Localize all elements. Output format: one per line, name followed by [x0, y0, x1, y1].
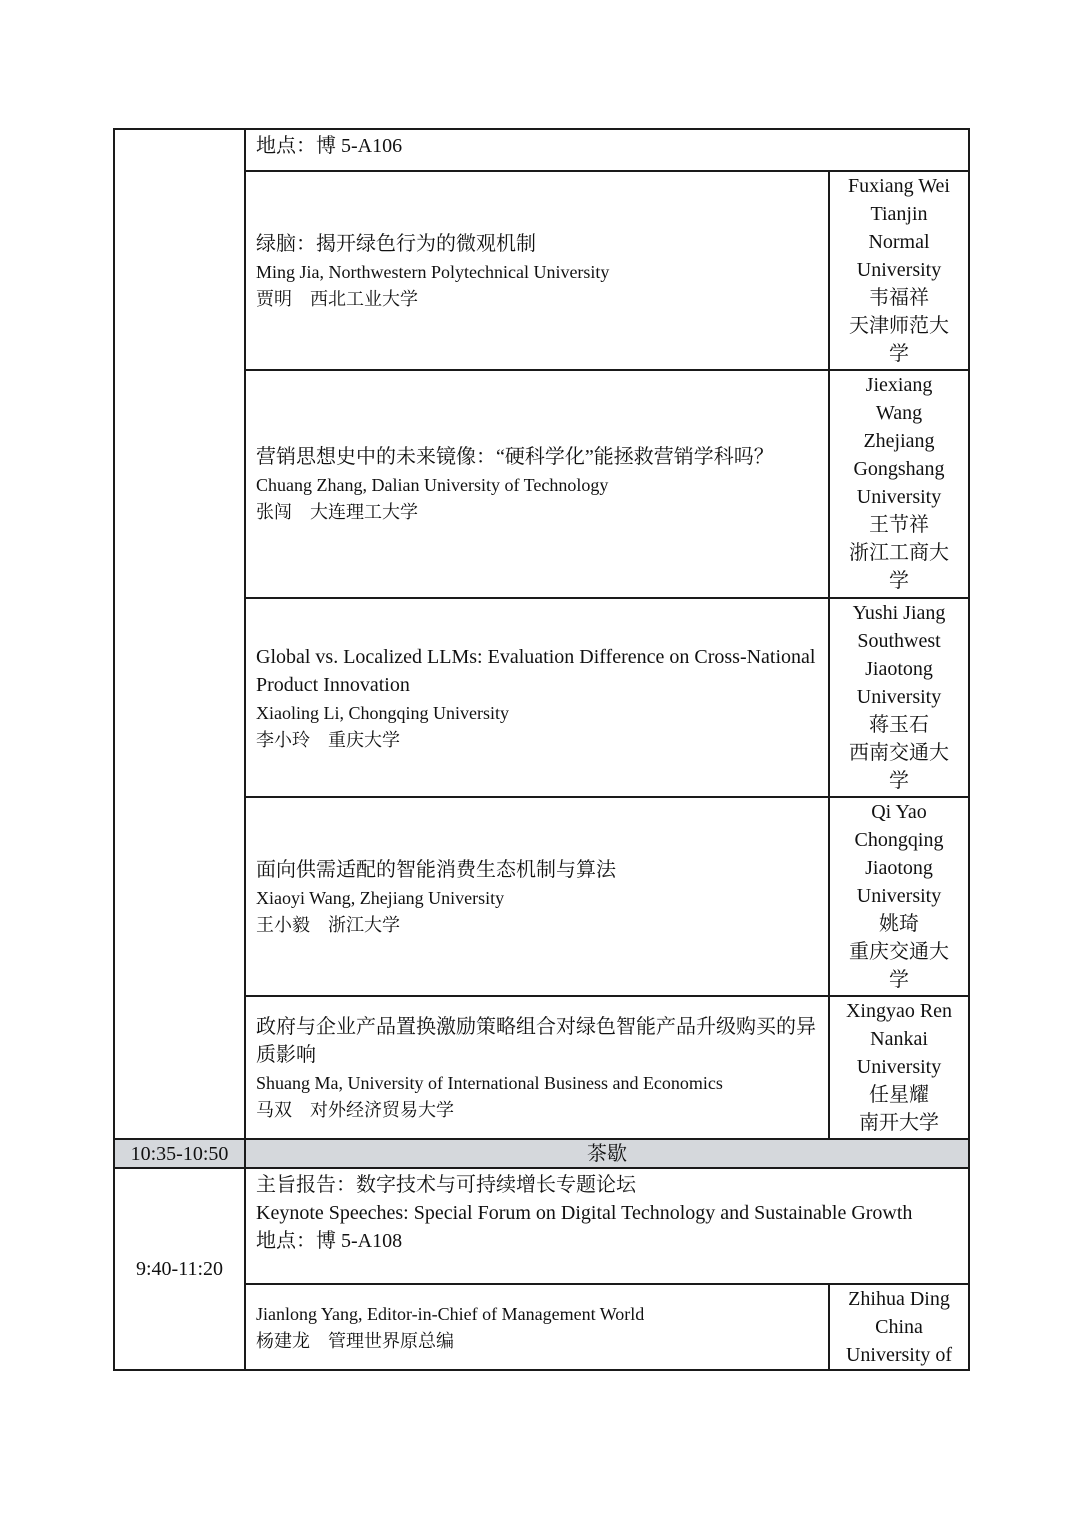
talk-title: 面向供需适配的智能消费生态机制与算法	[256, 858, 616, 881]
chair-line: Jiexiang	[865, 374, 933, 396]
talk-author-cn: 李小玲 重庆大学	[256, 729, 400, 750]
chair-line: University	[856, 259, 942, 281]
chair-line: University	[856, 1056, 942, 1078]
chair-line: 浙江工商大	[849, 542, 949, 564]
chair-line: 王节祥	[869, 514, 929, 536]
session-time-cell	[114, 129, 245, 1139]
talk-title: 政府与企业产品置换激励策略组合对绿色智能产品升级购买的异质影响	[256, 1015, 816, 1066]
chair-line: University	[856, 486, 942, 508]
talk-chair	[829, 171, 969, 370]
keynote-chair	[829, 1284, 969, 1370]
talk-chair	[829, 370, 969, 598]
chair-line: University	[856, 885, 942, 907]
talk-info	[245, 598, 829, 797]
talk-chair	[829, 996, 969, 1139]
talk-chair	[829, 797, 969, 996]
talk-chair	[829, 598, 969, 797]
keynote-talk-info	[245, 1284, 829, 1370]
chair-line: 学	[889, 570, 909, 592]
chair-line: Normal	[868, 231, 930, 253]
talk-info	[245, 171, 829, 370]
talk-title: 绿脑：揭开绿色行为的微观机制	[256, 232, 536, 255]
chair-line: University	[856, 686, 942, 708]
tea-break-label: 茶歇	[245, 1139, 969, 1168]
venue-row	[114, 129, 969, 171]
chair-line: Qi Yao	[871, 801, 927, 823]
talk-author-cn: 王小毅 浙江大学	[256, 914, 400, 935]
tea-break-time: 10:35-10:50	[114, 1139, 245, 1168]
chair-line: 学	[889, 343, 909, 365]
talk-author-en: Ming Jia, Northwestern Polytechnical University	[256, 261, 610, 282]
tea-break-row	[114, 1139, 969, 1168]
keynote-venue: 地点：博 5-A108	[256, 1230, 403, 1252]
chair-line: China	[875, 1316, 923, 1338]
chair-line: Wang	[875, 402, 923, 424]
talk-author-en: Shuang Ma, University of International Business and Economics	[256, 1072, 723, 1093]
keynote-author-en: Jianlong Yang, Editor-in-Chief of Management World	[256, 1304, 645, 1324]
talk-title: Global vs. Localized LLMs: Evaluation Difference on Cross-National Product Innovation	[256, 645, 816, 696]
chair-line: Zhejiang	[863, 430, 935, 452]
chair-line: Southwest	[857, 630, 941, 652]
keynote-title-en: Keynote Speeches: Special Forum on Digital Technology and Sustainable Growth	[256, 1202, 913, 1224]
keynote-info	[245, 1168, 969, 1284]
chair-line: 西南交通大	[849, 742, 949, 764]
talk-author-en: Xiaoyi Wang, Zhejiang University	[256, 887, 505, 908]
chair-line: Gongshang	[853, 458, 945, 480]
chair-line: Tianjin	[870, 203, 928, 225]
chair-line: Xingyao Ren	[845, 1000, 953, 1022]
talk-info	[245, 797, 829, 996]
chair-line: 韦福祥	[869, 287, 929, 309]
chair-line: 学	[889, 969, 909, 991]
talk-author-cn: 贾明 西北工业大学	[256, 288, 418, 309]
chair-line: 姚琦	[879, 913, 919, 935]
keynote-title-cn: 主旨报告：数字技术与可持续增长专题论坛	[256, 1174, 636, 1196]
chair-line: 南开大学	[859, 1112, 939, 1134]
chair-line: 重庆交通大	[849, 941, 949, 963]
talk-info	[245, 996, 829, 1139]
talk-author-cn: 张闯 大连理工大学	[256, 502, 418, 522]
chair-line: University of	[845, 1344, 953, 1366]
session-venue: 地点：博 5-A106	[245, 129, 969, 171]
talk-info	[245, 370, 829, 598]
chair-line: Nankai	[870, 1028, 928, 1050]
keynote-time: 9:40-11:20	[114, 1168, 245, 1370]
chair-line: Chongqing	[854, 829, 944, 851]
chair-line: Jiaotong	[865, 857, 933, 879]
chair-line: Jiaotong	[865, 658, 933, 680]
talk-title: 营销思想史中的未来镜像：“硬科学化”能拯救营销学科吗？	[256, 446, 774, 468]
keynote-author-cn: 杨建龙 管理世界原总编	[256, 1331, 454, 1351]
schedule-table	[113, 128, 970, 1371]
chair-line: 学	[889, 770, 909, 792]
keynote-row	[114, 1168, 969, 1284]
chair-line: Yushi Jiang	[852, 602, 946, 624]
talk-author-cn: 马双 对外经济贸易大学	[256, 1099, 454, 1120]
chair-line: Zhihua Ding	[848, 1288, 950, 1310]
chair-line: 蒋玉石	[869, 714, 929, 736]
talk-author-en: Chuang Zhang, Dalian University of Technology	[256, 475, 609, 495]
chair-line: 天津师范大	[849, 315, 949, 337]
talk-author-en: Xiaoling Li, Chongqing University	[256, 702, 509, 723]
chair-line: Fuxiang Wei	[848, 175, 950, 197]
chair-line: 任星耀	[869, 1084, 929, 1106]
